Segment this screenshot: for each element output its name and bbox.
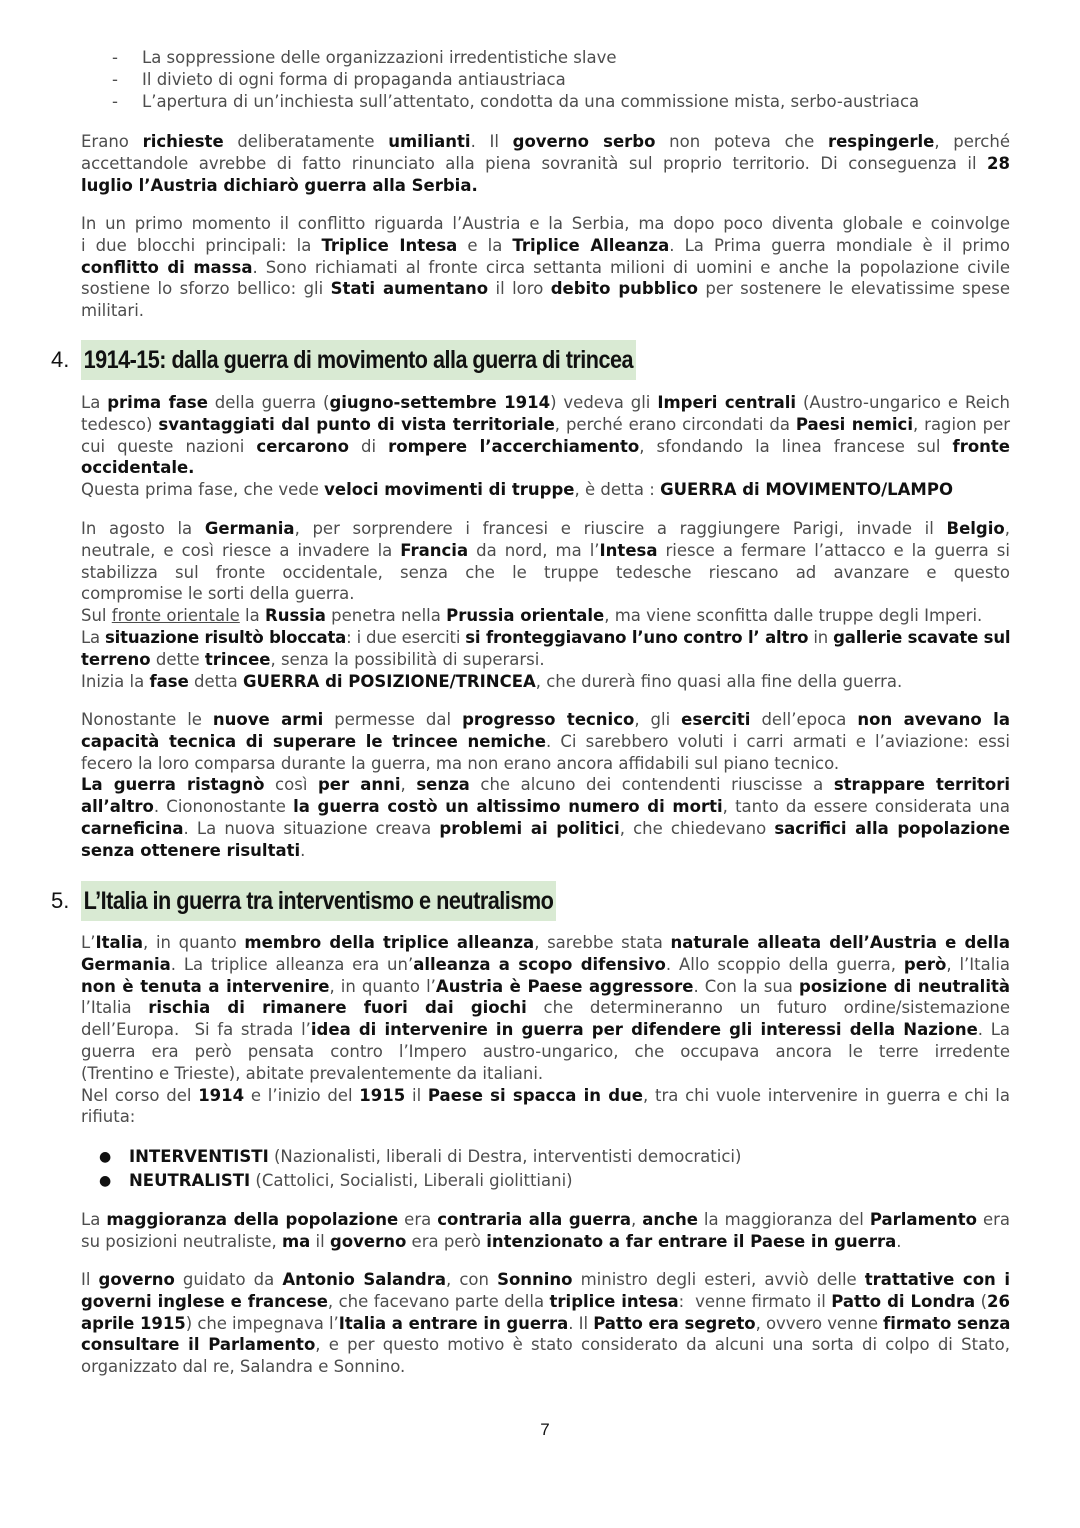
section-heading-4 [47,340,723,380]
dash-marker: - [112,48,118,67]
section-number: 5. [51,888,70,913]
paragraph-maggioranza: La maggioranza della popolazione era contraria alla guerra, anche la maggioranza del Parlamento era su posizioni neutraliste, ma il governo era però intenzionato a far entrare il Paese in guerra. [81,1210,1011,1251]
list-item: NEUTRALISTI (Cattolici, Socialisti, Liberali giolittiani) [129,1171,573,1190]
dash-marker: - [112,92,118,111]
page-number: 7 [540,1420,550,1439]
paragraph-italia-neutralita: L’Italia, in quanto membro della triplice alleanza, sarebbe stata naturale alleata dell’Austria e della Germania. La triplice alleanza era un’alleanza a scopo difensivo. Allo scoppio della guerra, però, l’Italia non è tenuta a intervenire, in quanto l’Austria è Paese aggressore. Con la sua posizione di neutralità l’Italia rischia di rimanere fuori dai giochi che determineranno un futuro ordine/sistemazione dell’Europa. Si fa strada l’idea di intervenire in guerra per difendere gli interessi della Nazione. La guerra era però pensata contro l’Impero austro-ungarico, che occupava ancora le terre irredente (Trentino e Trieste), abitate prevalentemente da italiani. Nel corso del 1914 e l’inizio del 1915 il Paese si spacca in due, tra chi vuole intervenire in guerra e chi la rifiuta: [81,933,1011,1127]
list-item: La soppressione delle organizzazioni irredentistiche slave [142,48,617,67]
paragraph-patto-di-londra: Il governo guidato da Antonio Salandra, con Sonnino ministro degli esteri, avviò delle trattative con i governi inglese e francese, che facevano parte della triplice intesa: venne firmato il Patto di Londra (26 aprile 1915) che impegnava l’Italia a entrare in guerra. Il Patto era segreto, ovvero venne firmato senza consultare il Parlamento, e per questo motivo è stato considerato da alcuni una sorta di colpo di Stato, organizzato dal re, Salandra e Sonnino. [81,1270,1011,1377]
paragraph-ultimatum: Erano richieste deliberatamente umilianti. Il governo serbo non poteva che respingerle, perché accettandole avrebbe di fatto rinunciato alla piena sovranità sul proprio territorio. Di conseguenza il 28 luglio l’Austria dichiarò guerra alla Serbia. [81,132,1010,195]
dash-marker: - [112,70,118,89]
section-heading-5 [47,881,628,921]
list-item: Il divieto di ogni forma di propaganda antiaustriaca [142,70,566,89]
bullet-marker: ● [99,1173,112,1189]
section-title: 1914-15: dalla guerra di movimento alla guerra di trincea [81,340,636,380]
section-number: 4. [51,347,70,372]
paragraph-belgio-trincee: In agosto la Germania, per sorprendere i francesi e riuscire a raggiungere Parigi, invade il Belgio, neutrale, e così riesce a invadere la Francia da nord, ma l’Intesa riesce a fermare l’attacco e la guerra si stabilizza sul fronte occidentale, senza che le truppe tedesche riescano ad avanzare e questo compromise le sorti della guerra. Sul fronte orientale la Russia penetra nella Prussia orientale, ma viene sconfitta dalle truppe degli Imperi. La situazione risultò bloccata: i due eserciti si fronteggiavano l’uno contro l’ altro in gallerie scavate sul terreno dette trincee, senza la possibilità di superarsi. Inizia la fase detta GUERRA di POSIZIONE/TRINCEA, che durerà fino quasi alla fine della guerra. [81,519,1011,691]
paragraph-nuove-armi: Nonostante le nuove armi permesse dal progresso tecnico, gli eserciti dell’epoca non avevano la capacità tecnica di superare le trincee nemiche. Ci sarebbero voluti i carri armati e l’aviazione: essi fecero la loro comparsa durante la guerra, ma non erano ancora affidabili sul piano tecnico. La guerra ristagnò così per anni, senza che alcuno dei contendenti riuscisse a strappare territori all’altro. Ciononostante la guerra costò un altissimo numero di morti, tanto da essere considerata una carneficina. La nuova situazione creava problemi ai politici, che chiedevano sacrifici alla popolazione senza ottenere risultati. [81,710,1011,860]
list-item: INTERVENTISTI (Nazionalisti, liberali di Destra, interventisti democratici) [129,1147,742,1166]
bullet-marker: ● [99,1149,112,1165]
section-title: L’Italia in guerra tra interventismo e neutralismo [81,881,556,921]
list-item: L’apertura di un’inchiesta sull’attentato, condotta da una commissione mista, serbo-austriaca [142,92,920,111]
paragraph-conflitto-di-massa: In un primo momento il conflitto riguarda l’Austria e la Serbia, ma dopo poco diventa globale e coinvolge i due blocchi principali: la Triplice Intesa e la Triplice Alleanza. La Prima guerra mondiale è il primo conflitto di massa. Sono richiamati al fronte circa settanta milioni di uomini e anche la popolazione civile sostiene lo sforzo bellico: gli Stati aumentano il loro debito pubblico per sostenere le elevatissime spese militari. [81,214,1011,321]
paragraph-prima-fase: La prima fase della guerra (giugno-settembre 1914) vedeva gli Imperi centrali (Austro-ungarico e Reich tedesco) svantaggiati dal punto di vista territoriale, perché erano circondati da Paesi nemici, ragion per cui queste nazioni cercarono di rompere l’accerchiamento, sfondando la linea francese sul fronte occidentale. Questa prima fase, che vede veloci movimenti di truppe, è detta : GUERRA di MOVIMENTO/LAMPO [81,393,1011,500]
